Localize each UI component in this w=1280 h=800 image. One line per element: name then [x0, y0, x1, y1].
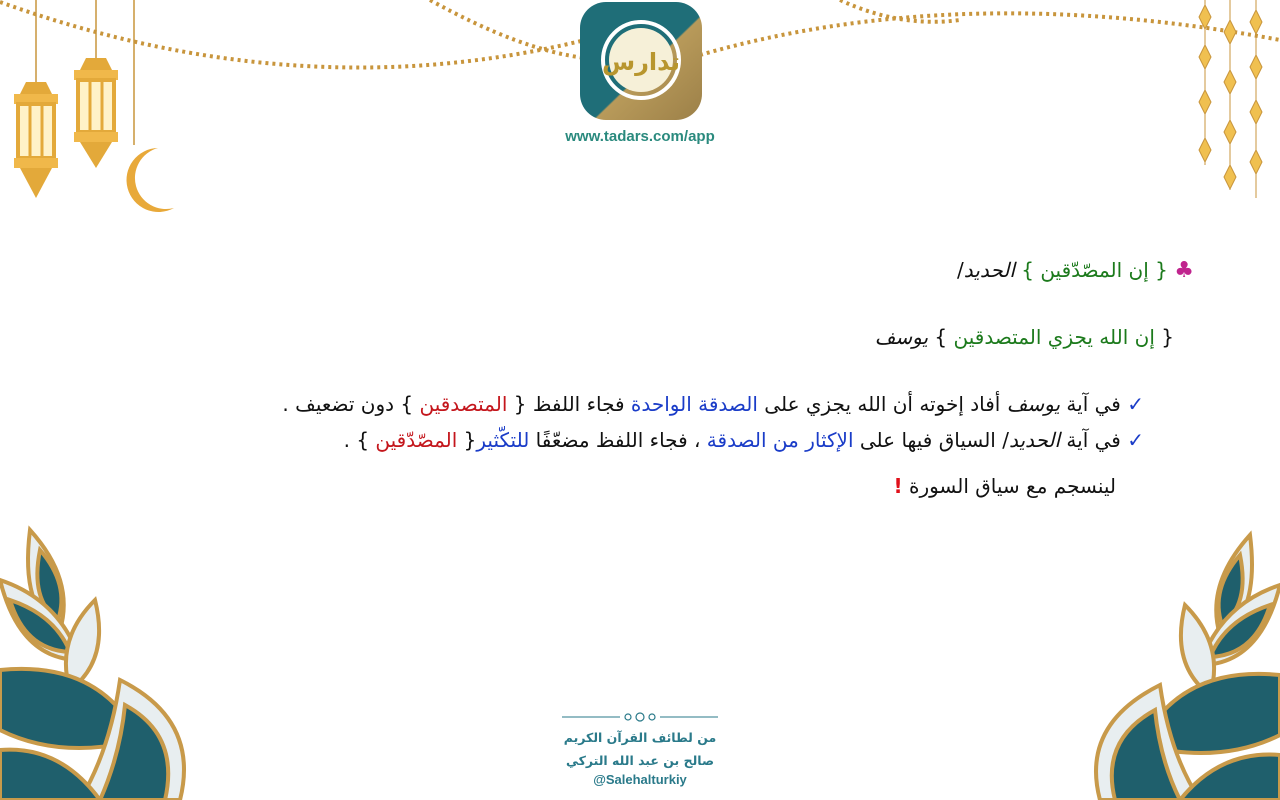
lantern-decoration-left — [8, 0, 183, 215]
hanging-ornaments-right — [1190, 0, 1280, 205]
club-icon: ♣ — [1174, 258, 1194, 283]
conclusion-line: لينسجم مع سياق السورة ! — [893, 474, 1116, 498]
floral-ornament-right — [1090, 525, 1280, 800]
check-icon: ✓ — [1127, 428, 1144, 452]
bullet-hadid: ✓ في آية الحديد/ السياق فيها على الإكثار من الصدقة ، فجاء اللفظ مضعّفًا للتكّثير{ المصّدّقين } . — [343, 428, 1144, 452]
logo-text: تدارس — [601, 48, 681, 76]
bullet-yusuf: ✓ في آية يوسف أفاد إخوته أن الله يجزي على الصدقة الواحدة فجاء اللفظ { المتصدقين } دون تضعيف . — [282, 392, 1144, 416]
verse-line-yusuf: { إن الله يجزي المتصدقين } يوسف — [874, 325, 1174, 349]
footer-series-title: من لطائف القرآن الكريم — [563, 730, 717, 745]
footer-divider — [562, 710, 718, 724]
verse-line-hadid: ♣ { إن المصّدّقين } الحديد/ — [957, 258, 1194, 283]
verse-word-mutasaddiqin: إن الله يجزي المتصدقين — [953, 325, 1155, 349]
check-icon: ✓ — [1127, 392, 1144, 416]
footer-credits — [540, 726, 740, 787]
app-url[interactable]: www.tadars.com/app — [565, 128, 715, 145]
footer-author: صالح بن عبد الله التركي — [565, 753, 715, 768]
surah-name-yusuf: يوسف — [874, 325, 929, 349]
footer-handle[interactable]: @Salehalturkiy — [593, 772, 687, 787]
verse-word-musaddiqin: إن المصّدّقين — [1040, 258, 1149, 282]
surah-name-hadid: الحديد — [963, 258, 1015, 282]
floral-ornament-left — [0, 520, 200, 800]
tadars-logo — [578, 0, 704, 122]
